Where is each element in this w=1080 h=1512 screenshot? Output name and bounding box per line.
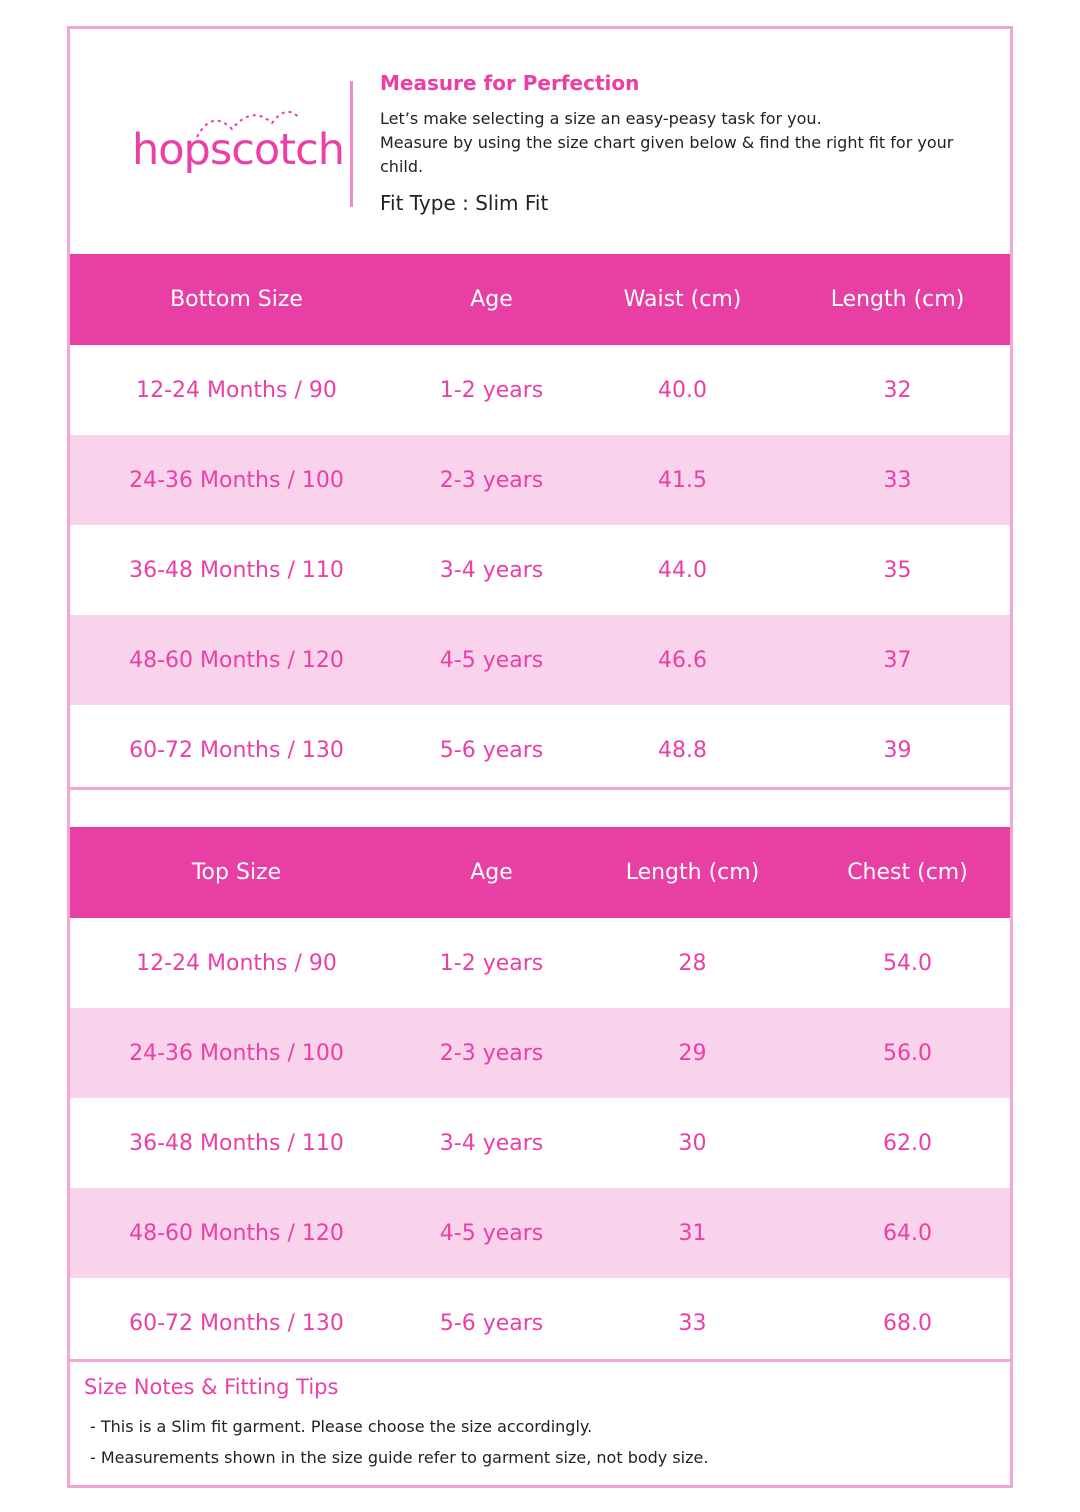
- table-cell: 68.0: [883, 1310, 932, 1336]
- table-cell: 64.0: [805, 1188, 1010, 1278]
- table-cell: 4-5 years: [403, 1188, 580, 1278]
- table-cell: 39: [883, 737, 912, 763]
- table-cell: 37: [785, 615, 1010, 705]
- table-cell: 3-4 years: [439, 1130, 544, 1156]
- table-cell: 54.0: [883, 950, 932, 976]
- table-cell: 35: [883, 557, 912, 583]
- table-cell: 56.0: [805, 1008, 1010, 1098]
- table-cell: 33: [678, 1310, 707, 1336]
- intro-title: Measure for Perfection: [380, 71, 640, 95]
- table-cell: 4-5 years: [403, 615, 580, 705]
- table-cell: 2-3 years: [403, 1008, 580, 1098]
- column-header: Waist (cm): [580, 254, 785, 345]
- table-row: [70, 435, 1010, 525]
- table-cell: 36-48 Months / 110: [129, 557, 344, 583]
- column-header: Age: [403, 827, 580, 918]
- column-header: Age: [403, 254, 580, 345]
- table-cell: 24-36 Months / 100: [70, 1008, 403, 1098]
- table-row: [70, 1098, 1010, 1188]
- brand-logo-text: hopscotch: [132, 125, 344, 175]
- table-cell: 24-36 Months / 100: [70, 435, 403, 525]
- chart-header: [70, 29, 1010, 254]
- table-cell: 48.8: [658, 737, 707, 763]
- table-cell: 60-72 Months / 130: [129, 1310, 344, 1336]
- table-cell: 33: [785, 435, 1010, 525]
- column-header: Chest (cm): [805, 827, 1010, 918]
- table-cell: 1-2 years: [439, 377, 544, 403]
- table-cell: 48-60 Months / 120: [70, 1188, 403, 1278]
- table-cell: 29: [580, 1008, 805, 1098]
- table-cell: 60-72 Months / 130: [129, 737, 344, 763]
- table-cell: 46.6: [580, 615, 785, 705]
- table-row: [70, 615, 1010, 705]
- notes-title: Size Notes & Fitting Tips: [84, 1375, 339, 1399]
- table-cell: 44.0: [658, 557, 707, 583]
- column-header: Top Size: [70, 827, 403, 918]
- note-item: - This is a Slim fit garment. Please choose the size accordingly.: [90, 1417, 593, 1436]
- table-row: [70, 345, 1010, 435]
- fit-type-label: Fit Type : Slim Fit: [380, 191, 549, 215]
- table-cell: 3-4 years: [439, 557, 544, 583]
- table-header-row: [70, 827, 1010, 918]
- note-item: - Measurements shown in the size guide refer to garment size, not body size.: [90, 1448, 709, 1467]
- table-cell: 12-24 Months / 90: [136, 377, 337, 403]
- table-row: [70, 1188, 1010, 1278]
- table-cell: 48-60 Months / 120: [70, 615, 403, 705]
- table-cell: 1-2 years: [439, 950, 544, 976]
- table-cell: 12-24 Months / 90: [136, 950, 337, 976]
- table-cell: 41.5: [580, 435, 785, 525]
- intro-line-1: Let’s make selecting a size an easy-peasy task for you.: [380, 109, 822, 128]
- table-row: [70, 705, 1010, 795]
- table-separator: [70, 787, 1010, 790]
- table-cell: 36-48 Months / 110: [129, 1130, 344, 1156]
- table-cell: 31: [580, 1188, 805, 1278]
- bottom-size-table: [70, 254, 1010, 795]
- table-cell: 30: [678, 1130, 707, 1156]
- intro-block: [380, 71, 980, 215]
- size-notes: [84, 1375, 984, 1473]
- column-header: Bottom Size: [70, 254, 403, 345]
- brand-logo: [132, 99, 344, 209]
- table-header-row: [70, 254, 1010, 345]
- column-header: Length (cm): [580, 827, 805, 918]
- table-cell: 2-3 years: [403, 435, 580, 525]
- table-row: [70, 1278, 1010, 1368]
- table-cell: 62.0: [883, 1130, 932, 1156]
- table-row: [70, 525, 1010, 615]
- table-cell: 28: [678, 950, 707, 976]
- table-row: [70, 918, 1010, 1008]
- size-chart-frame: [67, 26, 1013, 1488]
- table-row: [70, 1008, 1010, 1098]
- table-cell: 40.0: [658, 377, 707, 403]
- table-cell: 32: [883, 377, 912, 403]
- table-cell: 5-6 years: [439, 1310, 544, 1336]
- table-cell: 5-6 years: [439, 737, 544, 763]
- header-divider: [350, 81, 353, 207]
- top-size-table: [70, 827, 1010, 1368]
- intro-line-2: Measure by using the size chart given below & find the right fit for your child.: [380, 133, 954, 176]
- column-header: Length (cm): [785, 254, 1010, 345]
- table-separator: [70, 1359, 1010, 1362]
